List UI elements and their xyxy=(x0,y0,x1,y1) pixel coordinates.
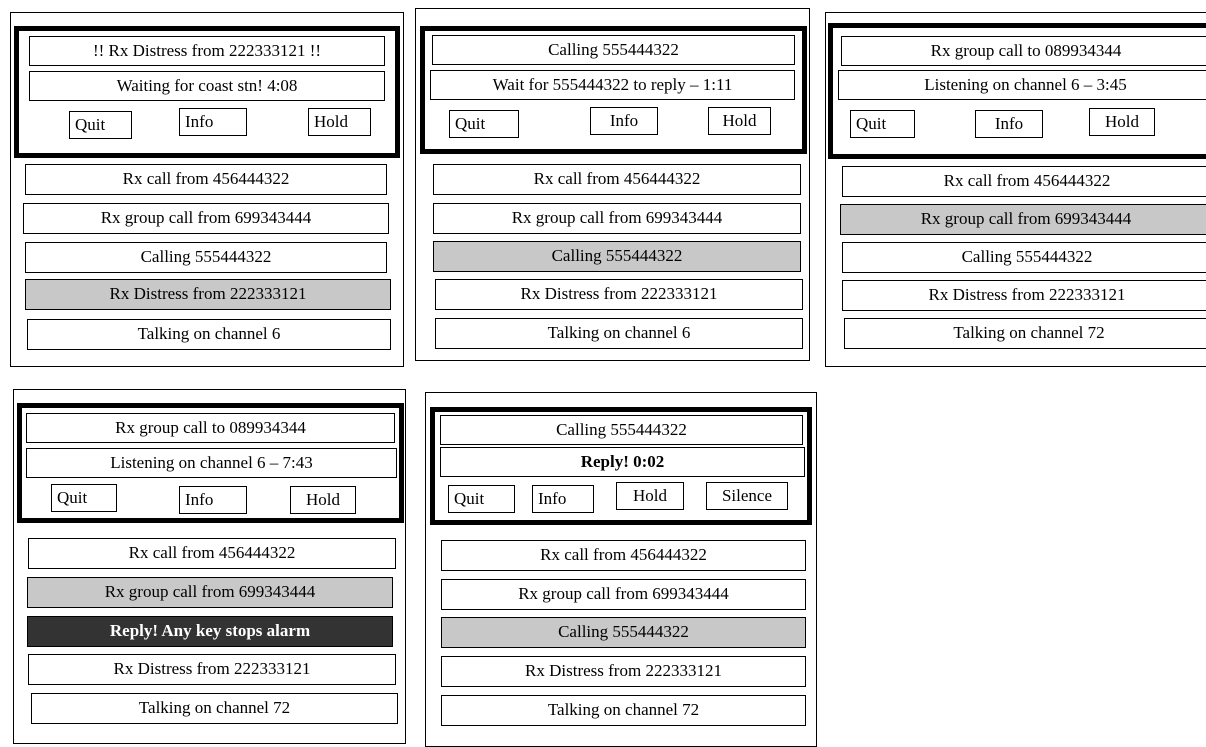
dialog-status: Listening on channel 6 – 3:45 xyxy=(838,70,1206,100)
info-button[interactable]: Info xyxy=(590,107,658,135)
list-item[interactable]: Rx Distress from 222333121 xyxy=(435,279,803,310)
quit-button[interactable]: Quit xyxy=(850,110,915,138)
list-item-selected[interactable]: Calling 555444322 xyxy=(441,617,806,648)
dialog-status: Waiting for coast stn! 4:08 xyxy=(29,71,385,101)
panel-3 xyxy=(825,12,1206,367)
list-item[interactable]: Rx Distress from 222333121 xyxy=(441,656,806,687)
call-dialog xyxy=(17,403,404,523)
dialog-status: Reply! 0:02 xyxy=(440,447,805,477)
list-item-selected[interactable]: Rx group call from 699343444 xyxy=(27,577,393,608)
dialog-title: Rx group call to 089934344 xyxy=(26,413,395,443)
hold-button[interactable]: Hold xyxy=(1089,108,1155,136)
panel-1 xyxy=(10,12,404,367)
list-item[interactable]: Rx Distress from 222333121 xyxy=(842,280,1206,311)
list-item[interactable]: Talking on channel 6 xyxy=(27,319,391,350)
list-item[interactable]: Talking on channel 72 xyxy=(31,693,398,724)
info-button[interactable]: Info xyxy=(975,110,1043,138)
list-item-selected[interactable]: Calling 555444322 xyxy=(433,241,801,272)
list-item[interactable]: Talking on channel 72 xyxy=(844,318,1206,349)
alarm-item[interactable]: Reply! Any key stops alarm xyxy=(27,616,393,647)
list-item[interactable]: Rx call from 456444322 xyxy=(25,164,387,195)
list-item[interactable]: Calling 555444322 xyxy=(842,242,1206,273)
silence-button[interactable]: Silence xyxy=(706,482,788,510)
dialog-status: Wait for 555444322 to reply – 1:11 xyxy=(430,70,795,100)
info-button[interactable]: Info xyxy=(532,485,594,513)
dialog-title: Rx group call to 089934344 xyxy=(841,36,1206,66)
call-dialog xyxy=(420,26,807,154)
list-item[interactable]: Rx group call from 699343444 xyxy=(441,579,806,610)
list-item[interactable]: Rx call from 456444322 xyxy=(433,164,801,195)
hold-button[interactable]: Hold xyxy=(290,486,356,514)
list-item-selected[interactable]: Rx group call from 699343444 xyxy=(840,204,1206,235)
dialog-title: Calling 555444322 xyxy=(432,35,795,65)
list-item[interactable]: Rx call from 456444322 xyxy=(28,538,396,569)
list-item[interactable]: Rx group call from 699343444 xyxy=(433,203,801,234)
call-dialog xyxy=(430,407,812,525)
list-item-selected[interactable]: Rx Distress from 222333121 xyxy=(25,279,391,310)
call-dialog xyxy=(828,23,1206,159)
list-item[interactable]: Talking on channel 72 xyxy=(441,695,806,726)
quit-button[interactable]: Quit xyxy=(448,485,515,513)
quit-button[interactable]: Quit xyxy=(51,484,117,512)
list-item[interactable]: Rx call from 456444322 xyxy=(441,540,806,571)
list-item[interactable]: Calling 555444322 xyxy=(25,242,387,273)
info-button[interactable]: Info xyxy=(179,486,247,514)
info-button[interactable]: Info xyxy=(179,108,247,136)
dialog-title: Calling 555444322 xyxy=(440,415,803,445)
list-item[interactable]: Talking on channel 6 xyxy=(435,318,803,349)
hold-button[interactable]: Hold xyxy=(308,108,371,136)
list-item[interactable]: Rx group call from 699343444 xyxy=(23,203,389,234)
panel-2 xyxy=(415,8,810,361)
list-item[interactable]: Rx Distress from 222333121 xyxy=(28,654,396,685)
quit-button[interactable]: Quit xyxy=(69,111,132,139)
quit-button[interactable]: Quit xyxy=(449,110,519,138)
panel-5 xyxy=(425,392,817,747)
hold-button[interactable]: Hold xyxy=(708,107,771,135)
panel-4 xyxy=(13,389,406,744)
dialog-status: Listening on channel 6 – 7:43 xyxy=(26,448,397,478)
dialog-title: !! Rx Distress from 222333121 !! xyxy=(29,36,385,66)
call-dialog xyxy=(14,26,400,158)
list-item[interactable]: Rx call from 456444322 xyxy=(842,166,1206,197)
hold-button[interactable]: Hold xyxy=(616,482,684,510)
